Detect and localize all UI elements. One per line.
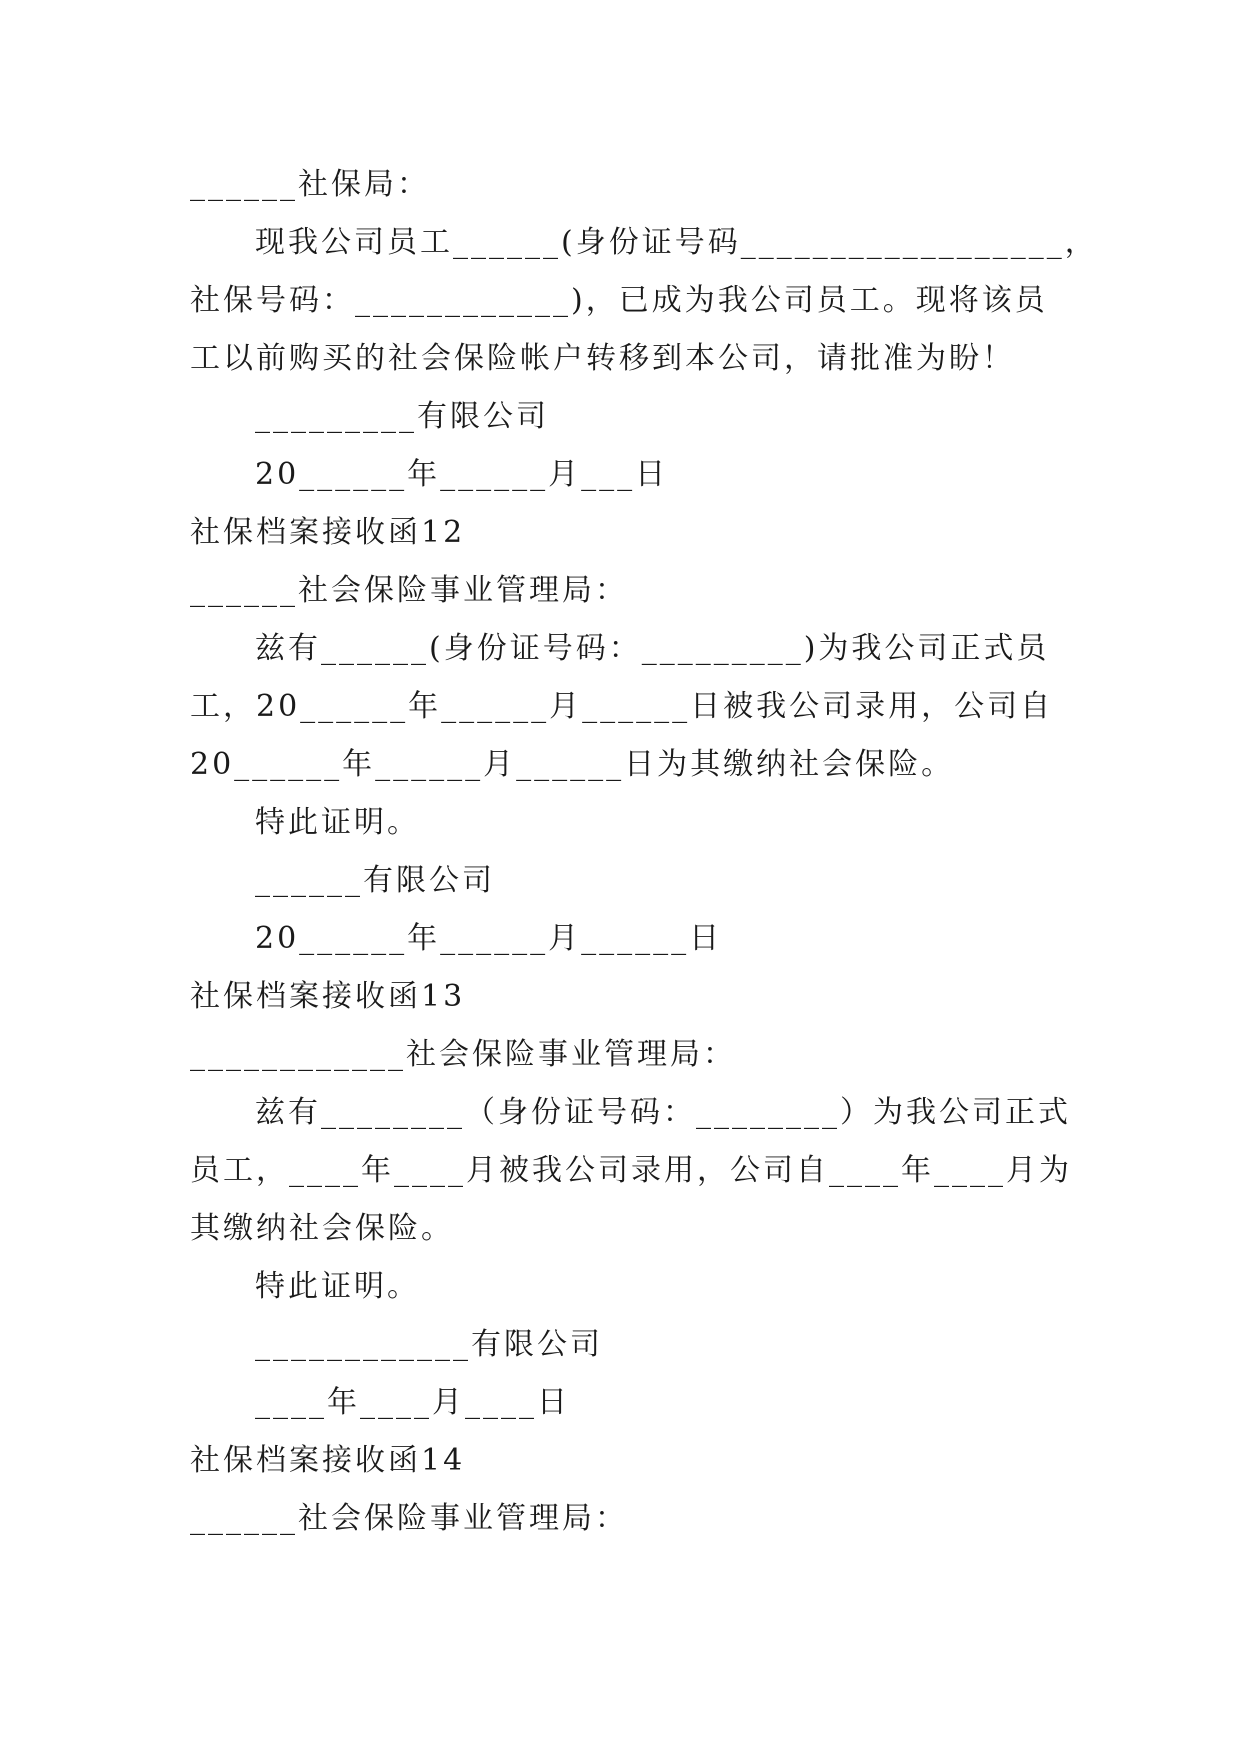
addressee-line: ____________社会保险事业管理局： [190,1037,736,1072]
body-line: 员工，____年____月被我公司录用，公司自____年____月为 [190,1153,1072,1188]
body-line: 社保号码：____________)，已成为我公司员工。现将该员 [190,283,1048,318]
body-line: 兹有________（身份证号码：________）为我公司正式 [255,1095,1071,1130]
body-line: 20______年______月______日为其缴纳社会保险。 [190,747,955,782]
addressee-line: ______社会保险事业管理局： [190,573,628,608]
signature-company: _________有限公司 [255,399,549,434]
body-line: 工以前购买的社会保险帐户转移到本公司，请批准为盼！ [190,341,1015,376]
section-heading: 社保档案接收函12 [190,515,466,550]
body-line: 其缴纳社会保险。 [190,1211,454,1246]
signature-company: ______有限公司 [255,863,495,898]
signature-company: ____________有限公司 [255,1327,603,1362]
section-heading: 社保档案接收函13 [190,979,466,1014]
signature-date: 20______年______月______日 [255,921,723,956]
signature-date: ____年____月____日 [255,1385,570,1420]
section-heading: 社保档案接收函14 [190,1443,466,1478]
signature-date: 20______年______月___日 [255,457,669,492]
addressee-line: ______社保局： [190,167,430,202]
body-line: 兹有______(身份证号码：_________)为我公司正式员 [255,631,1050,666]
addressee-line: ______社会保险事业管理局： [190,1501,628,1536]
certification-line: 特此证明。 [255,1269,420,1304]
body-line: 工，20______年______月______日被我公司录用，公司自 [190,689,1054,724]
certification-line: 特此证明。 [255,805,420,840]
body-line: 现我公司员工______(身份证号码__________________， [255,225,1098,260]
